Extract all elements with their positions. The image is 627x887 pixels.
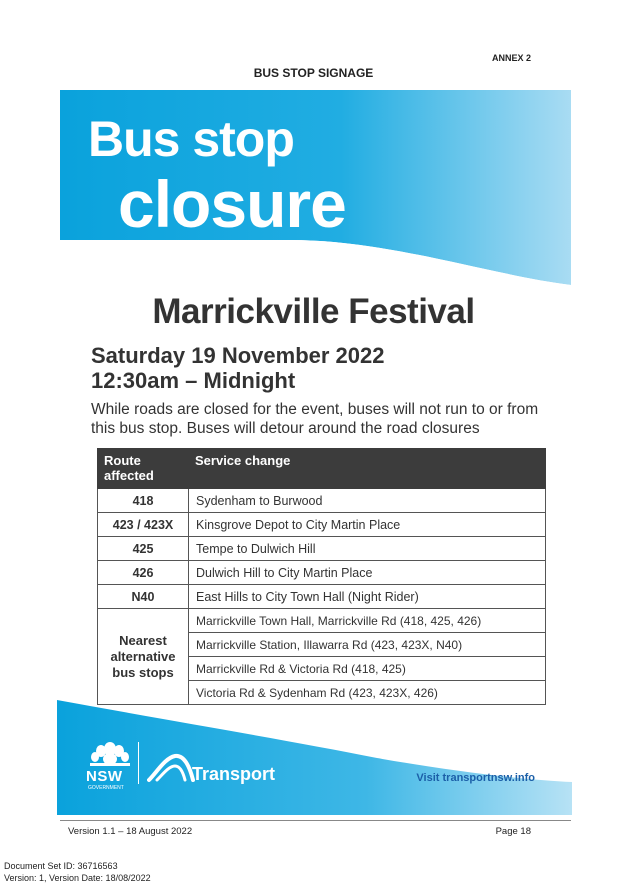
hero-banner [60,90,571,285]
service-change-cell: Sydenham to Burwood [189,489,546,513]
nearest-stops-label: Nearest alternative bus stops [98,609,189,705]
footer-rule [60,820,571,821]
nearest-stop-cell: Marrickville Station, Illawarra Rd (423, 423X, N40) [189,633,546,657]
route-cell: N40 [98,585,189,609]
service-change-cell: East Hills to City Town Hall (Night Rider) [189,585,546,609]
header-route: Route affected [98,449,189,489]
hero-title-line1: Bus stop [88,111,294,167]
route-cell: 426 [98,561,189,585]
nearest-stop-cell: Victoria Rd & Sydenham Rd (423, 423X, 426) [189,681,546,705]
route-cell: 418 [98,489,189,513]
government-wordmark: GOVERNMENT [88,785,124,791]
transport-wordmark: Transport [192,764,276,784]
table-row [98,585,546,609]
nearest-stop-cell: Marrickville Town Hall, Marrickville Rd (418, 425, 426) [189,609,546,633]
service-change-cell: Kinsgrove Depot to City Martin Place [189,513,546,537]
version-date: Version: 1, Version Date: 18/08/2022 [4,873,151,883]
table-row [98,561,546,585]
hero-title-line2: closure [118,167,346,241]
service-change-table [97,448,546,705]
table-row [98,537,546,561]
logo-divider [138,742,139,784]
document-set-id: Document Set ID: 36716563 [4,861,118,871]
visit-website-text [416,772,535,784]
table-row [98,489,546,513]
nsw-wordmark: NSW [86,768,123,785]
document-id-block [4,860,151,884]
event-description: While roads are closed for the event, buses will not run to or from this bus stop. Buses will detour around the road closures [91,401,539,437]
event-time: 12:30am – Midnight [91,368,296,393]
header-service-change: Service change [189,449,546,489]
annex-label: ANNEX 2 [491,53,531,63]
page-number: Page 18 [495,826,531,837]
service-change-cell: Tempe to Dulwich Hill [189,537,546,561]
transport-logo-icon [147,752,195,784]
visit-prefix: Visit [416,772,443,784]
footer-banner [57,700,572,815]
table-row [98,609,546,633]
table-header-row [98,449,546,489]
route-cell: 423 / 423X [98,513,189,537]
event-title: Marrickville Festival [152,292,475,331]
event-date: Saturday 19 November 2022 [91,343,385,368]
table-row [98,513,546,537]
service-change-cell: Dulwich Hill to City Martin Place [189,561,546,585]
document-version: Version 1.1 – 18 August 2022 [68,826,193,837]
nearest-stop-cell: Marrickville Rd & Victoria Rd (418, 425) [189,657,546,681]
route-cell: 425 [98,537,189,561]
section-title: BUS STOP SIGNAGE [253,66,374,80]
website-link[interactable]: transportnsw.info [442,772,535,784]
